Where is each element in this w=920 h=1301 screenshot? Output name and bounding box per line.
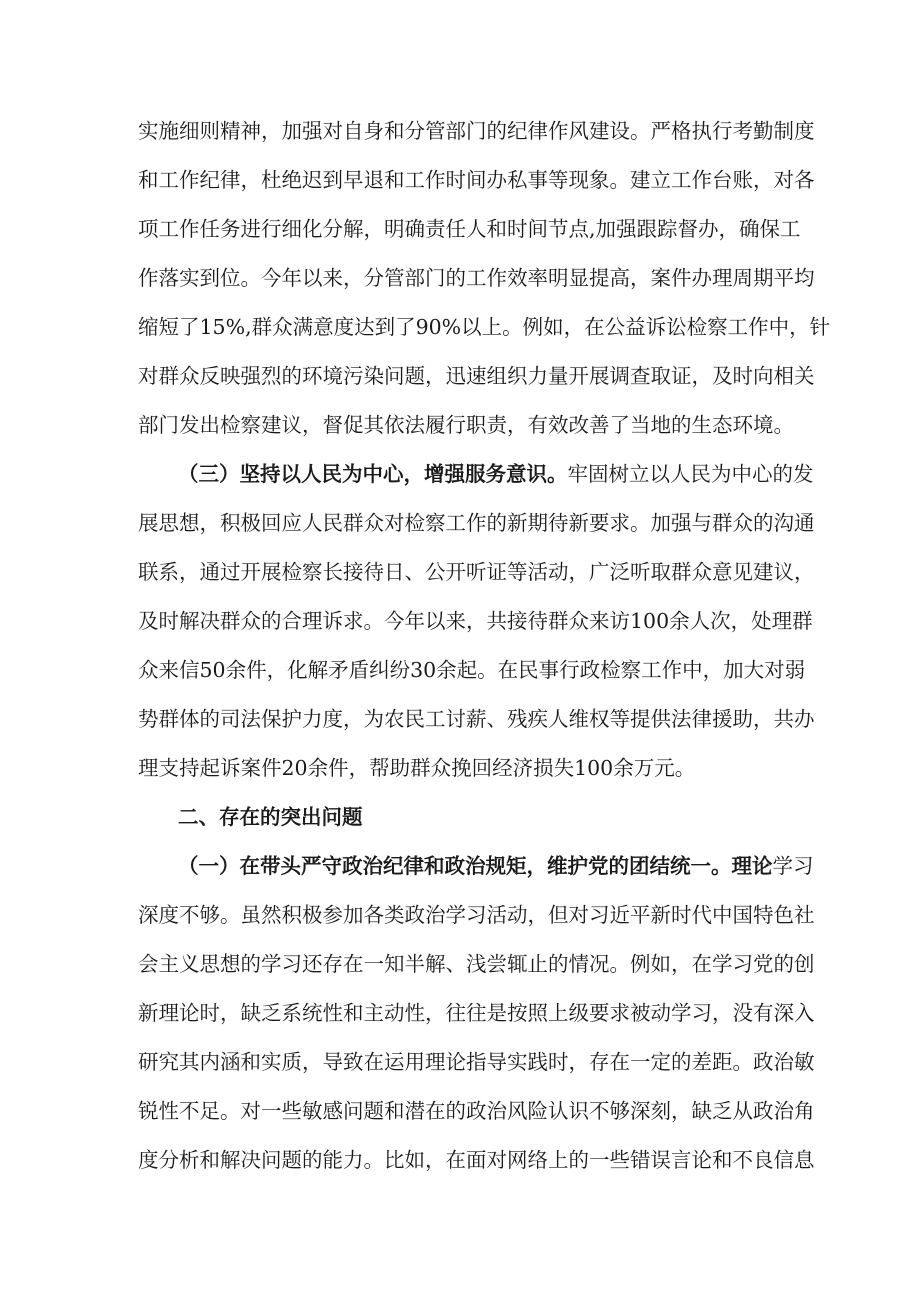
paragraph-3-line-2: 深度不够。虽然积极参加各类政治学习活动，但对习近平新时代中国特色社 <box>138 903 815 927</box>
paragraph-2-line-3: 联系，通过开展检察长接待日、公开听证等活动，广泛听取群众意见建议， <box>138 560 815 584</box>
section-heading: 二、存在的突出问题 <box>178 805 363 829</box>
paragraph-3-first-line <box>178 849 814 883</box>
paragraph-1-line-7: 部门发出检察建议，督促其依法履行职责，有效改善了当地的生态环境。 <box>138 413 794 437</box>
paragraph-2-lead-bold: （三）坚持以人民为中心，增强服务意识。 <box>178 462 568 486</box>
paragraph-2-lead-rest: 牢固树立以人民为中心的发 <box>567 462 814 486</box>
paragraph-3-line-4: 新理论时，缺乏系统性和主动性，往往是按照上级要求被动学习，没有深入 <box>138 1001 815 1025</box>
paragraph-3-line-5: 研究其内涵和实质，导致在运用理论指导实践时，存在一定的差距。政治敏 <box>138 1050 815 1074</box>
paragraph-3-lead-rest: 学习 <box>772 854 814 878</box>
paragraph-1-line-3: 项工作任务进行细化分解，明确责任人和时间节点,加强跟踪督办，确保工 <box>138 217 801 241</box>
paragraph-3-lead-bold: （一）在带头严守政治纪律和政治规矩，维护党的团结统一。理论 <box>178 854 773 878</box>
paragraph-3-line-7: 度分析和解决问题的能力。比如，在面对网络上的一些错误言论和不良信息 <box>138 1148 815 1172</box>
paragraph-1-line-2: 和工作纪律，杜绝迟到早退和工作时间办私事等现象。建立工作台账，对各 <box>138 168 815 192</box>
paragraph-2-line-2: 展思想，积极回应人民群众对检察工作的新期待新要求。加强与群众的沟通 <box>138 511 815 535</box>
paragraph-1-line-6: 对群众反映强烈的环境污染问题，迅速组织力量开展调查取证，及时向相关 <box>138 364 815 388</box>
paragraph-3-line-6: 锐性不足。对一些敏感问题和潜在的政治风险认识不够深刻，缺乏从政治角 <box>138 1099 815 1123</box>
paragraph-2-line-4: 及时解决群众的合理诉求。今年以来，共接待群众来访100余人次，处理群 <box>138 609 813 633</box>
paragraph-2-first-line <box>178 457 814 491</box>
paragraph-2-line-7: 理支持起诉案件20余件，帮助群众挽回经济损失100余万元。 <box>138 756 696 780</box>
paragraph-2-line-6: 势群体的司法保护力度，为农民工讨薪、残疾人维权等提供法律援助，共办 <box>138 707 815 731</box>
paragraph-1-line-4: 作落实到位。今年以来，分管部门的工作效率明显提高，案件办理周期平均 <box>138 266 815 290</box>
paragraph-2-line-5: 众来信50余件，化解矛盾纠纷30余起。在民事行政检察工作中，加大对弱 <box>138 658 806 682</box>
paragraph-3-line-3: 会主义思想的学习还存在一知半解、浅尝辄止的情况。例如，在学习党的创 <box>138 952 815 976</box>
paragraph-1-line-5: 缩短了15%,群众满意度达到了90%以上。例如，在公益诉讼检察工作中，针 <box>138 315 831 339</box>
paragraph-1-line-1: 实施细则精神，加强对自身和分管部门的纪律作风建设。严格执行考勤制度 <box>138 119 815 143</box>
